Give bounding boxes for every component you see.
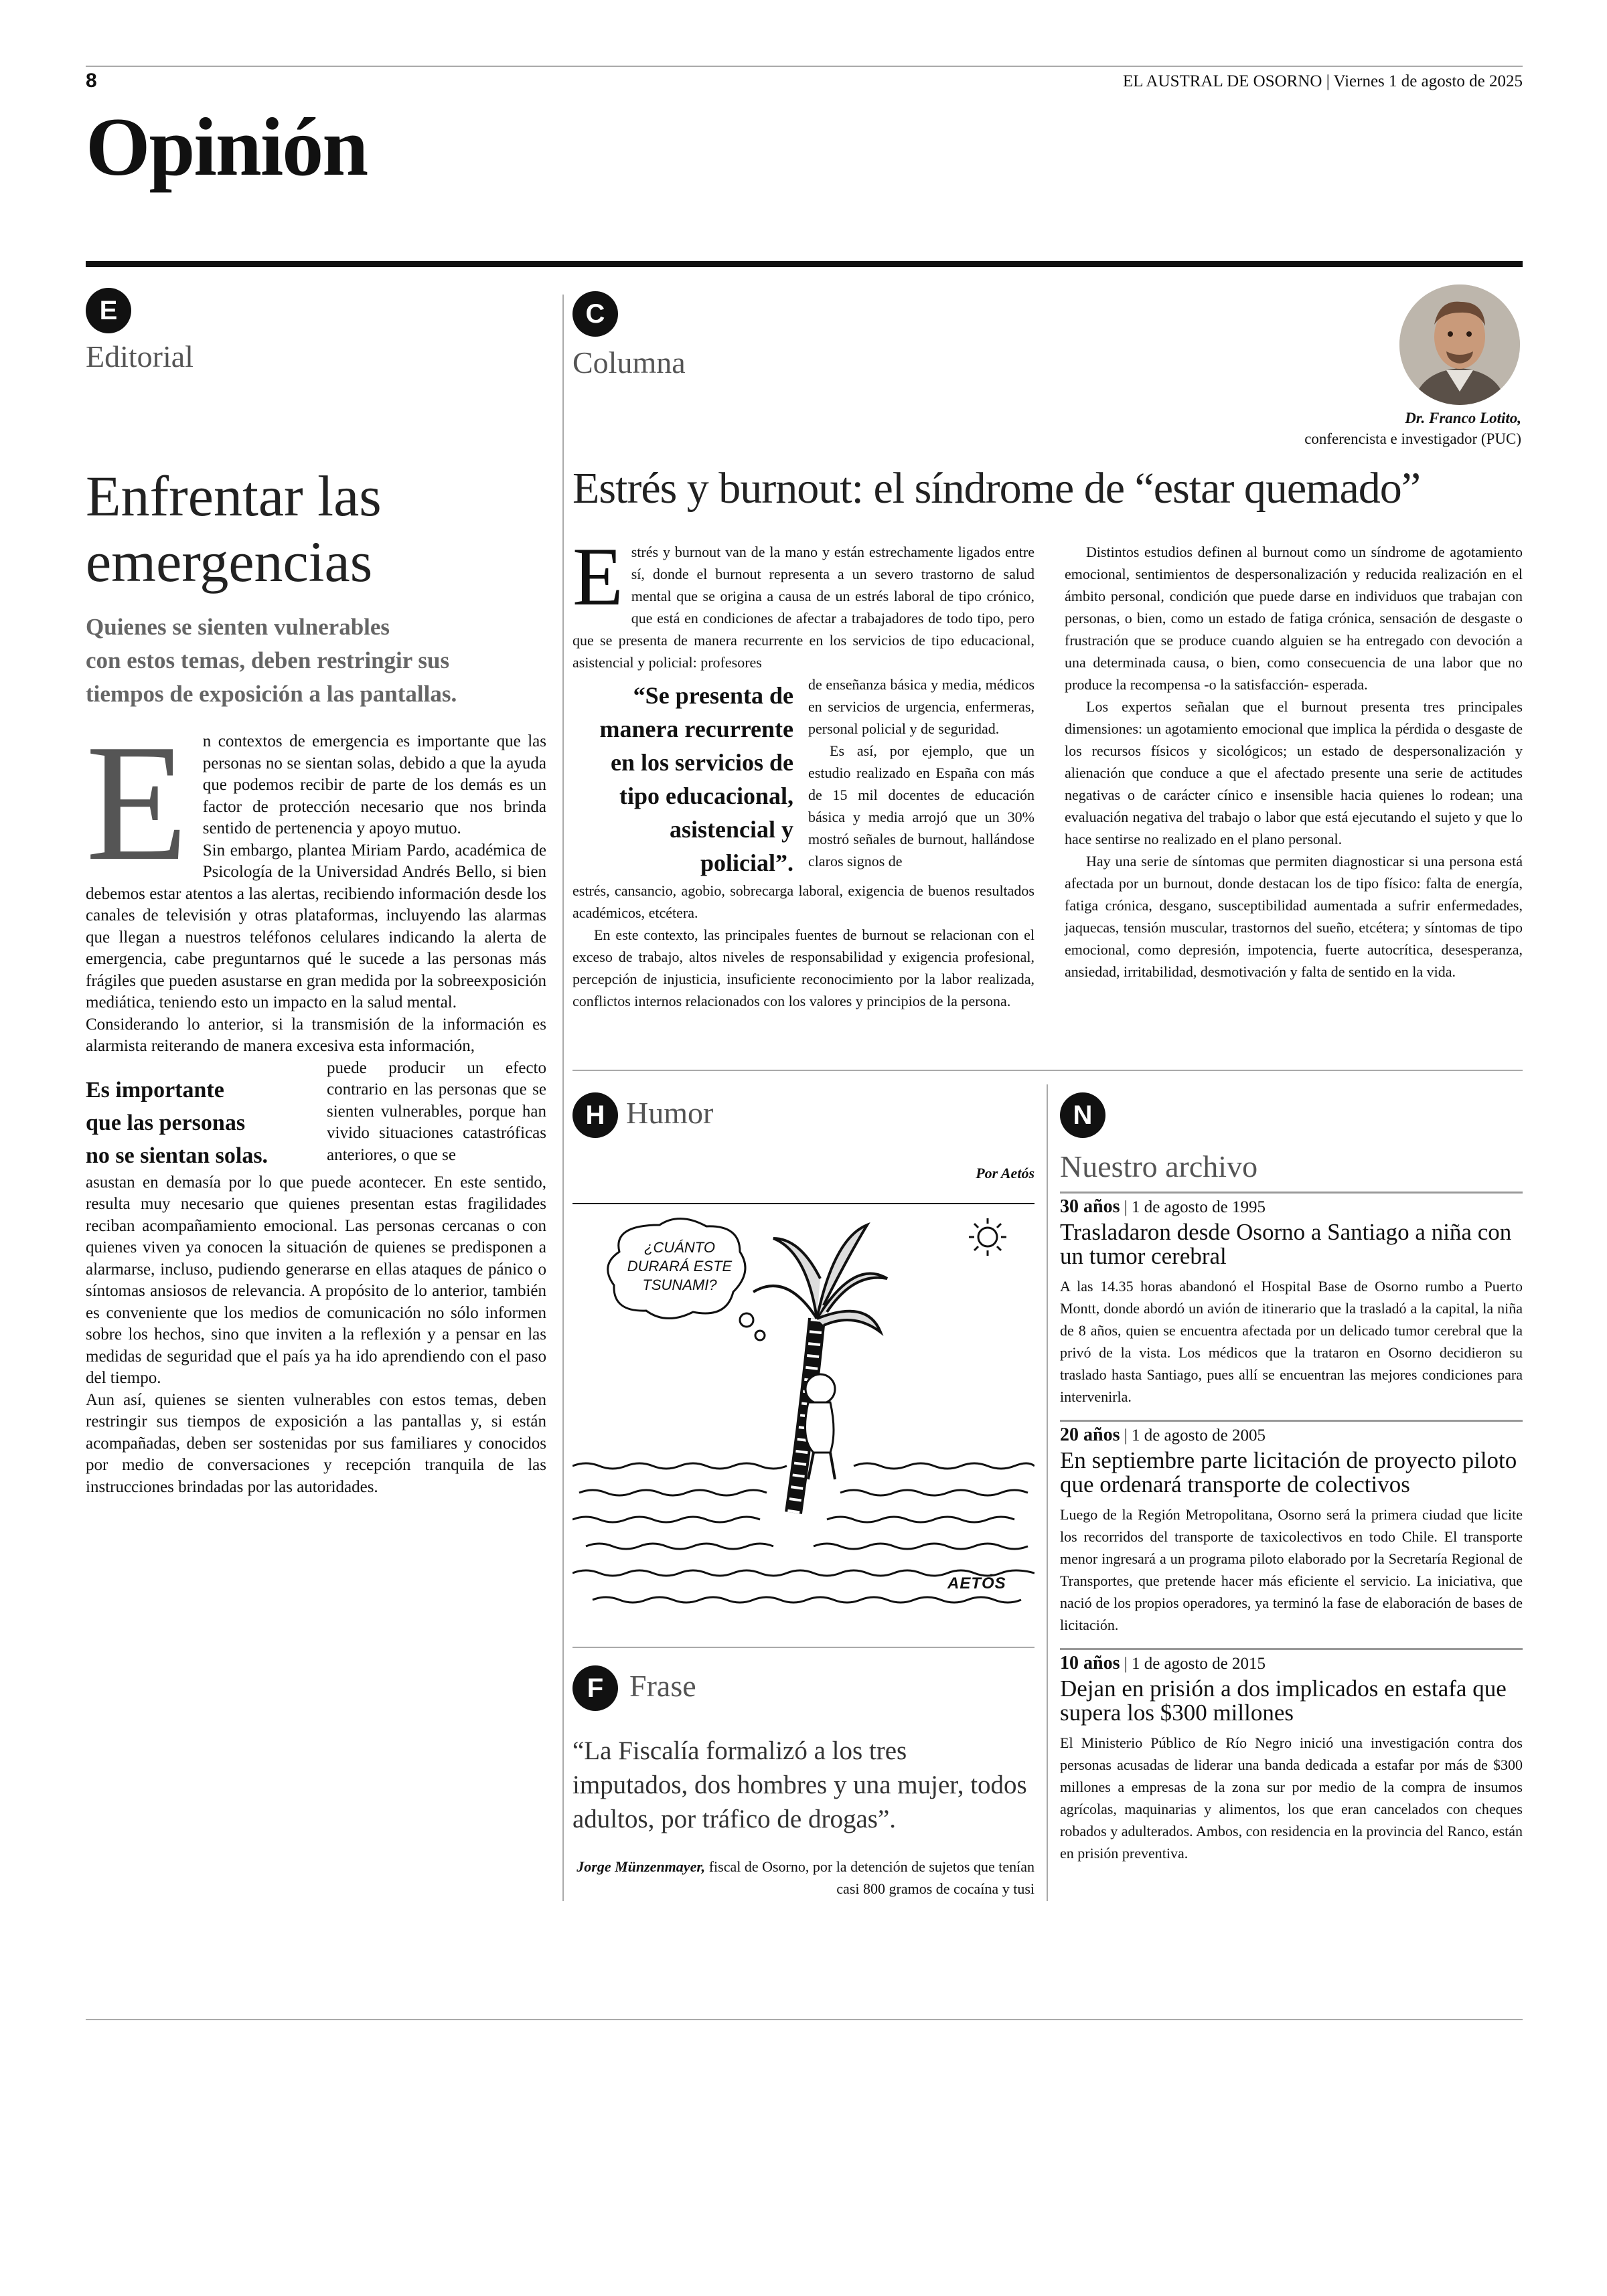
- editorial-body: [86, 710, 546, 1498]
- archive-item: 10 años | 1 de agosto de 2015 Dejan en prisión a dos implicados en estafa que supera los $300 millones El Ministerio Público de Río Negro inició una investigación contra dos personas acusadas de liderar una banda dedicada a estafar por más de $300 millones a empresas de la zona sur por medio de la compra de insumos agrícolas, maquinarias y alimentos, los que eran cancelados con cheques robados y adulterados. Ambos, con residencia en la provincia del Ranco, están en prisión preventiva.: [1060, 1648, 1523, 1864]
- editorial-wrap-block: [86, 1058, 546, 1172]
- column-paragraph-1a: E strés y burnout van de la mano y están estrechamente ligados entre sí, donde el burnout representa a un severo trastorno de salud mental que se origina a causa de un estrés laboral de tipo crónico, que está en condiciones de afectar a trabajadores de todo tipo, pero que se presenta de manera recurrente en los servicios de tipo educacional, asistencial y policial: profesores: [572, 531, 1035, 671]
- column-paragraph-2b: estrés, cansancio, agobio, sobrecarga laboral, exigencia de buenos resultados académicos, etcétera.: [572, 882, 1035, 921]
- archive-years: 10 años: [1060, 1653, 1120, 1673]
- author-photo: [1399, 284, 1520, 405]
- editorial-title: [86, 463, 382, 594]
- archive-date: 1 de agosto de 2005: [1131, 1426, 1266, 1445]
- issue-date: Viernes 1 de agosto de 2025: [1333, 72, 1523, 90]
- editorial-subtitle: Quienes se sienten vulnerables con estos temas, deben restringir sus tiempos de exposición a las pantallas.: [86, 614, 457, 707]
- bottom-rule: [86, 2019, 1523, 2020]
- humor-badge: H: [572, 1092, 618, 1138]
- column-wrap-block: [572, 673, 1035, 880]
- editorial-badge: E: [86, 288, 131, 333]
- archive-years: 30 años: [1060, 1196, 1120, 1217]
- column-text-col1: [572, 531, 1035, 1012]
- editorial-drop-cap: E: [86, 710, 188, 896]
- cartoon-signature: AETÓS: [947, 1574, 1006, 1592]
- frase-attribution-name: Jorge Münzenmayer,: [577, 1858, 706, 1875]
- top-rule: [86, 66, 1523, 67]
- editorial-paragraph-3a: Considerando lo anterior, si la transmisión de la información es alarmista reiterando de manera excesiva esta información,: [86, 1015, 546, 1055]
- editorial-paragraph-4: Aun así, quienes se sienten vulnerables con estos temas, deben restringir sus tiempos de exposición a las pantallas y, si están acompañadas, deben ser sostenidas por sus familiares y conocidos por medio de conversaciones y recepción tranquila de las instrucciones brindadas por las autoridades.: [86, 1390, 546, 1496]
- humor-credit: Por Aetós: [976, 1165, 1035, 1181]
- frase-badge: F: [572, 1665, 618, 1711]
- section-rule: [86, 261, 1523, 267]
- editorial-title-line2: emergencias: [86, 529, 373, 594]
- frase-quote: “La Fiscalía formalizó a los tres imputados, dos hombres y una mujer, todos adultos, por tráfico de drogas”.: [572, 1736, 1027, 1833]
- archive-date: 1 de agosto de 1995: [1131, 1198, 1266, 1216]
- archive-badge: N: [1060, 1092, 1105, 1138]
- archive-headline: Dejan en prisión a dos implicados en estafa que supera los $300 millones: [1060, 1675, 1507, 1726]
- archive-item: 20 años | 1 de agosto de 2005 En septiembre parte licitación de proyecto piloto que ordenará transporte de colectivos Luego de la Región Metropolitana, Osorno será la primera ciudad que licite los recorridos del transporte de taxicolectivos en todo Chile. El transporte menor ingresará a un programa piloto elaborado por la Secretaría Regional de Transportes, que pretende hacer más eficiente el servicio. La iniciativa, que nació de los propios operadores, ya terminó la fase de elaboración de bases de licitación.: [1060, 1420, 1523, 1636]
- column-paragraph-3: En este contexto, las principales fuentes de burnout se relacionan con el exceso de trabajo, altos niveles de responsabilidad y exigencia profesional, percepción de injusticia, insuficiente reconocimiento por la labor realizada, conflictos internos relacionados con los valores y principios de la persona.: [572, 926, 1035, 1009]
- humor-archive-divider: [1047, 1084, 1048, 1901]
- column-divider: [562, 295, 564, 1901]
- author-portrait-icon: [1399, 284, 1520, 405]
- archive-body: A las 14.35 horas abandonó el Hospital Base de Osorno rumbo a Puerto Montt, donde abordó un avión de itinerario que la trasladó a la capital, la niña de 8 años, quien se encuentra afectada por un delicado tumor cerebral que la privó de la vista. Los médicos que la trataron en Osorno decidieron su traslado hasta Santiago, pues allí se encuentran las mejores condiciones para intervenirla.: [1060, 1278, 1523, 1405]
- archive-headline: Trasladaron desde Osorno a Santiago a niña con un tumor cerebral: [1060, 1219, 1512, 1269]
- column-label: Columna: [572, 345, 686, 380]
- archive-label: Nuestro archivo: [1060, 1149, 1258, 1183]
- column-bottom-rule: [572, 1070, 1523, 1071]
- column-pull-quote: “Se presenta de manera recurrente en los servicios de tipo educacional, asistencial y policial”.: [599, 682, 793, 876]
- archive-date: 1 de agosto de 2015: [1131, 1655, 1266, 1673]
- cartoon-speech-bubble: ¿CUÁNTO DURARÁ ESTE TSUNAMI?: [627, 1239, 733, 1293]
- humor-bottom-rule: [572, 1647, 1035, 1648]
- section-title: Opinión: [86, 101, 368, 193]
- column-title: Estrés y burnout: el síndrome de “estar quemado”: [572, 464, 1421, 513]
- editorial-paragraph-3b: puede producir un efecto contrario en las personas que se sienten vulnerables, porque han vivido situaciones catastróficas anteriores, o que se: [327, 1058, 546, 1164]
- page-number: 8: [86, 70, 97, 92]
- frase-label: Frase: [629, 1669, 696, 1703]
- editorial-pull-quote: Es importante que las personas no se sientan solas.: [86, 1077, 269, 1168]
- editorial-label: Editorial: [86, 339, 194, 374]
- editorial-title-line1: Enfrentar las: [86, 464, 382, 528]
- humor-cartoon: [572, 1198, 1035, 1640]
- column-paragraph-2a: Es así, por ejemplo, que un estudio realizado en España con más de 15 mil docentes de educación básica y media arrojó que un 30% mostró señales de burnout, hallándose claros signos de: [808, 742, 1035, 870]
- column-paragraph-1b: de enseñanza básica y media, médicos en servicios de urgencia, enfermeras, personal policial y de seguridad.: [808, 676, 1035, 737]
- column-drop-cap: E: [572, 531, 623, 623]
- author-role: conferencista e investigador (PUC): [1304, 430, 1521, 447]
- archive-body: El Ministerio Público de Río Negro inició una investigación contra dos personas acusadas de liderar una banda dedicada a estafar por más de $300 millones a empresas de la zona sur por medio de la compra de insumos agrícolas, maquinarias y alimentos, los que eran cancelados con cheques robados y adulterados. Ambos, con residencia en la provincia del Ranco, están en prisión preventiva.: [1060, 1734, 1523, 1862]
- archive-years: 20 años: [1060, 1424, 1120, 1445]
- editorial-paragraph-1: E n contextos de emergencia es importante que las personas no se sientan solas, debido a que la ayuda que podemos recibir de parte de los demás es un factor de protección necesario que nos brinda sentido de pertenencia y apoyo mutuo.: [86, 710, 546, 896]
- newspaper-name: EL AUSTRAL DE OSORNO: [1123, 72, 1322, 90]
- column-paragraph-6: Hay una serie de síntomas que permiten diagnosticar si una persona está afectada por un burnout, donde destacan los de tipo físico: falta de energía, fatiga crónica, desgano, susceptibilidad aumentada a sufrir enfermedades, jaquecas, tensión muscular, trastornos del sueño, etcétera; y síntomas de tipo emocional, como depresión, impotencia, fuerte autocrítica, desesperanza, ansiedad, irritabilidad, desmotivación y falta de sentido en la vida.: [1065, 853, 1523, 980]
- archive-headline: En septiembre parte licitación de proyecto piloto que ordenará transporte de colectivos: [1060, 1447, 1517, 1497]
- column-text-col2: [1065, 541, 1523, 983]
- editorial-paragraph-3c: asustan en demasía por lo que puede acontecer. En este sentido, resulta muy necesario que quienes presentan estas fragilidades reciban acompañamiento emocional. Las personas cercanas o con quienes viven ya conocen la situación de quienes se predisponen a alarmarse, incluso, pudiendo generarse en ellas ataques de pánico o síntomas ansiosos de relevancia. A propósito de lo anterior, también es conveniente que los medios de comunicación no sólo informen sobre los hechos, sino que inviten a la reflexión y a pensar en las medidas de seguridad que el país ya ha ido aprendiendo con el paso del tiempo.: [86, 1173, 546, 1387]
- archive-list: [1060, 1192, 1523, 1864]
- archive-body: Luego de la Región Metropolitana, Osorno será la primera ciudad que licite los recorridos del transporte de taxicolectivos en todo Chile. El transporte menor ingresará a un programa piloto elaborado por la Secretaría Regional de Transportes, que pretende hacer más eficiente el servicio. La iniciativa, que nació de los propios operadores, ya terminó la fase de elaboración de bases de licitación.: [1060, 1506, 1523, 1633]
- masthead-date: EL AUSTRAL DE OSORNO | Viernes 1 de agosto de 2025: [1123, 72, 1523, 90]
- column-paragraph-4: Distintos estudios definen al burnout como un síndrome de agotamiento emocional, sentimientos de despersonalización y reducida realización en el ámbito personal, condición que puede darse en individuos que trabajan con personas, o bien, como un estado de fatiga crónica, sensación de desgaste o frustración que se produce cuando alguien se ha entregado con devoción a una determinada causa, o bien, como consecuencia de una labor que no produce la recompensa -o la satisfacción- esperada.: [1065, 544, 1523, 693]
- editorial-paragraph-2: Sin embargo, plantea Miriam Pardo, académica de Psicología de la Universidad Andrés Bello, si bien debemos estar atentos a las alertas, recibiendo información desde los canales de televisión y otras plataformas, incluyendo las alarmas que llegan a nuestros teléfonos celulares indicando la alerta de emergencia, cabe preguntarnos qué le sucede a las personas más frágiles que pueden asustarse en gran medida por la sobreexposición mediática, teniendo esto un impacto en la salud mental.: [86, 841, 546, 1011]
- frase-attribution: [572, 1856, 1035, 1900]
- author-name: Dr. Franco Lotito,: [1405, 410, 1521, 426]
- archive-item: 30 años | 1 de agosto de 1995 Trasladaron desde Osorno a Santiago a niña con un tumor cerebral A las 14.35 horas abandonó el Hospital Base de Osorno rumbo a Puerto Montt, donde abordó un avión de itinerario que la trasladó a la capital, la niña de 8 años, quien se encuentra afectada por un delicado tumor cerebral que la privó de la vista. Los médicos que la trataron en Osorno decidieron su traslado hasta Santiago, pues allí se encuentran las mejores condiciones para intervenirla.: [1060, 1192, 1523, 1408]
- column-badge: C: [572, 291, 618, 337]
- column-paragraph-5: Los expertos señalan que el burnout presenta tres principales dimensiones: un agotamiento emocional que implica la pérdida o desgaste de los recursos físicos y sicológicos; un estado de despersonalización y alienación que conduce a que el afectado presente una serie de actitudes negativas o de carácter cínico e insensible hacia quienes lo rodean; una evaluación negativa del trabajo o labor que está ejecutando el sujeto y que lo hace sentirse no realizado en el plano personal.: [1065, 698, 1523, 847]
- frase-attribution-text: fiscal de Osorno, por la detención de sujetos que tenían casi 800 gramos de cocaína y tusi: [708, 1858, 1035, 1897]
- humor-label: Humor: [626, 1096, 714, 1130]
